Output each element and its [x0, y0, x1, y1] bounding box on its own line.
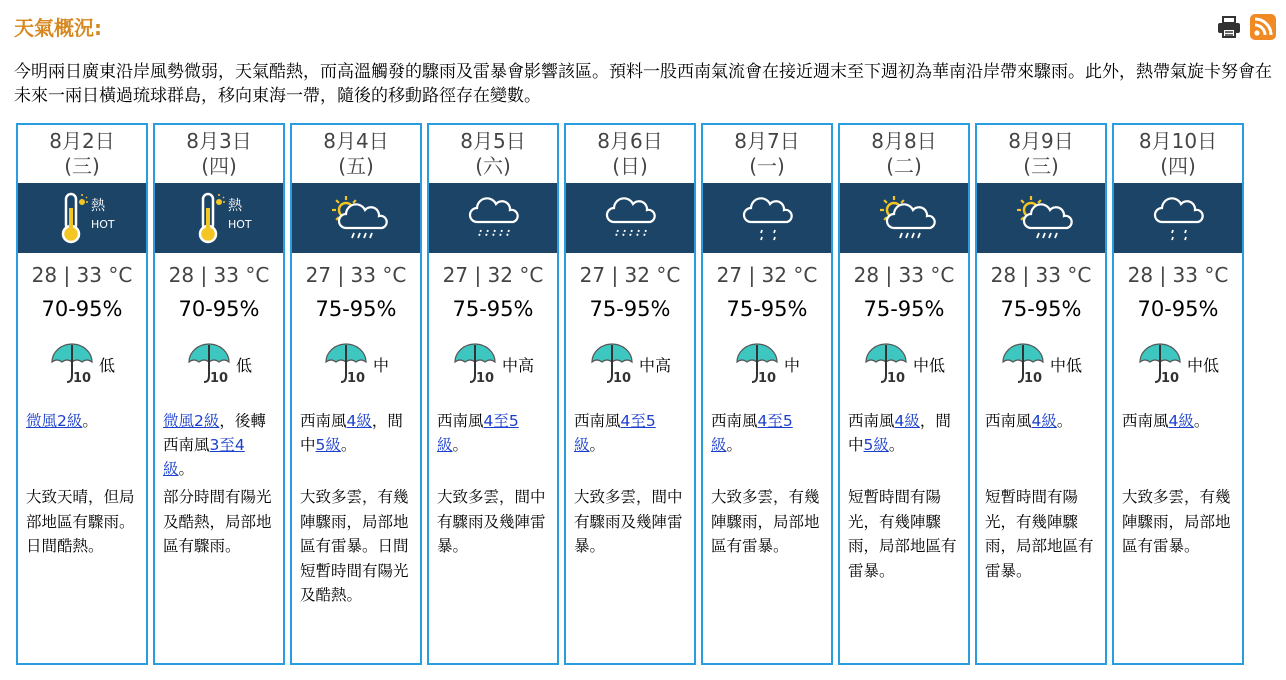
- wind-text: 。: [452, 436, 469, 454]
- forecast-date: 8月4日: [323, 129, 389, 153]
- weather-description: 短暫時間有陽光，有幾陣驟雨，局部地區有雷暴。: [985, 488, 1094, 580]
- weather-summary: 今明兩日廣東沿岸風勢微弱，天氣酷熱，而高溫觸發的驟雨及雷暴會影響該區。預料一股西南氣流會在接近週末至下週初為華南沿岸帶來驟雨。此外，熱帶氣旋卡努會在未來一兩日橫過琉球群島，移向東海一帶，隨後的移動路徑存在變數。: [14, 62, 1272, 106]
- wind-link[interactable]: 5級: [863, 436, 889, 454]
- day-card: [701, 123, 833, 665]
- wind-text: ，間中: [848, 412, 951, 454]
- weather-icon-bar: [1114, 183, 1242, 253]
- weather-description: 大致多雲，有幾陣驟雨，局部地區有雷暴。日間短暫時間有陽光及酷熱。: [300, 488, 409, 604]
- rain-probability: [18, 342, 146, 386]
- weather-description: 大致多雲，間中有驟雨及幾陣雷暴。: [437, 488, 546, 555]
- psr-label: 中低: [912, 355, 945, 375]
- wind-forecast: [848, 409, 960, 457]
- forecast-weekday: (日): [612, 154, 648, 178]
- wind-forecast: [163, 409, 275, 481]
- forecast-weekday: (三): [1023, 154, 1059, 178]
- weather-icon-bar: [429, 183, 557, 253]
- weather-icon-bar: [292, 183, 420, 253]
- wind-link[interactable]: 4至5級: [711, 412, 793, 454]
- forecast-date: 8月3日: [186, 129, 252, 153]
- temperature-range: 27 | 32 °C: [579, 263, 681, 287]
- forecast-date: 8月9日: [1008, 129, 1074, 153]
- wind-link[interactable]: 微風2級: [163, 412, 220, 430]
- heavy-rain-cloud-icon: [457, 188, 529, 248]
- rain-probability: [1114, 342, 1242, 386]
- day-card: [838, 123, 970, 665]
- psr-label: 中: [372, 355, 389, 375]
- svg-text:10: 10: [612, 371, 632, 386]
- heavy-rain-cloud-icon: [594, 188, 666, 248]
- weather-icon-bar: [155, 183, 283, 253]
- wind-forecast: [711, 409, 823, 457]
- wind-text: 。: [1193, 412, 1210, 430]
- humidity-range: 75-95%: [589, 297, 671, 321]
- page-title: 天氣概況:: [14, 16, 102, 40]
- svg-text:10: 10: [757, 371, 777, 386]
- temperature-range: 27 | 33 °C: [305, 263, 407, 287]
- wind-text: 西南風: [300, 412, 347, 430]
- rain-probability: [840, 342, 968, 386]
- wind-link[interactable]: 4級: [346, 412, 372, 430]
- sun-cloud-rain-icon: [868, 188, 940, 248]
- sun-cloud-rain-icon: [320, 188, 392, 248]
- humidity-range: 75-95%: [1000, 297, 1082, 321]
- light-rain-cloud-icon: [1142, 188, 1214, 248]
- svg-text:10: 10: [1023, 371, 1043, 386]
- psr-label: 低: [235, 355, 252, 375]
- forecast-weekday: (五): [338, 154, 374, 178]
- wind-text: ，間中: [300, 412, 403, 454]
- svg-text:10: 10: [1160, 371, 1180, 386]
- weather-icon-bar: [840, 183, 968, 253]
- weather-description: 大致天晴，但局部地區有驟雨。日間酷熱。: [26, 488, 135, 555]
- wind-text: 西南風: [574, 412, 621, 430]
- wind-forecast: [300, 409, 412, 457]
- wind-text: 。: [888, 436, 905, 454]
- psr-label: 中低: [1186, 355, 1219, 375]
- svg-text:HOT: HOT: [91, 218, 115, 231]
- wind-text: 西南風: [1122, 412, 1169, 430]
- umbrella-psr-icon: [49, 342, 95, 386]
- humidity-range: 75-95%: [726, 297, 808, 321]
- rain-probability: [292, 342, 420, 386]
- svg-text:10: 10: [346, 371, 366, 386]
- rain-probability: [155, 342, 283, 386]
- forecast-date: 8月10日: [1138, 129, 1218, 153]
- wind-forecast: [1122, 409, 1234, 433]
- svg-text:熱: 熱: [91, 198, 105, 214]
- wind-forecast: [26, 409, 138, 433]
- forecast-date: 8月8日: [871, 129, 937, 153]
- rain-probability: [429, 342, 557, 386]
- day-card: [975, 123, 1107, 665]
- wind-text: 西南風: [985, 412, 1032, 430]
- wind-forecast: [985, 409, 1097, 433]
- wind-forecast: [574, 409, 686, 457]
- sun-cloud-rain-icon: [1005, 188, 1077, 248]
- hot-icon: [183, 188, 255, 248]
- psr-label: 中高: [638, 355, 671, 375]
- forecast-weekday: (一): [749, 154, 785, 178]
- hot-icon: [46, 188, 118, 248]
- psr-label: 中: [783, 355, 800, 375]
- nine-day-forecast: [16, 123, 1244, 665]
- forecast-weekday: (二): [886, 154, 922, 178]
- weather-description: 大致多雲，有幾陣驟雨，局部地區有雷暴。: [711, 488, 820, 555]
- svg-text:10: 10: [209, 371, 229, 386]
- forecast-date: 8月7日: [734, 129, 800, 153]
- umbrella-psr-icon: [452, 342, 498, 386]
- psr-label: 中高: [501, 355, 534, 375]
- svg-text:HOT: HOT: [228, 218, 252, 231]
- humidity-range: 75-95%: [863, 297, 945, 321]
- temperature-range: 28 | 33 °C: [168, 263, 270, 287]
- rain-probability: [977, 342, 1105, 386]
- forecast-date: 8月2日: [49, 129, 115, 153]
- psr-label: 低: [98, 355, 115, 375]
- umbrella-psr-icon: [1137, 342, 1183, 386]
- wind-text: 。: [178, 460, 195, 478]
- wind-text: 。: [340, 436, 357, 454]
- wind-text: 。: [589, 436, 606, 454]
- day-card: [427, 123, 559, 665]
- umbrella-psr-icon: [186, 342, 232, 386]
- print-icon[interactable]: [1216, 14, 1242, 40]
- day-card: [564, 123, 696, 665]
- svg-text:熱: 熱: [228, 198, 242, 214]
- weather-description: 大致多雲，間中有驟雨及幾陣雷暴。: [574, 488, 683, 555]
- rain-probability: [703, 342, 831, 386]
- svg-text:10: 10: [72, 371, 92, 386]
- umbrella-psr-icon: [323, 342, 369, 386]
- day-card: [290, 123, 422, 665]
- day-card: [153, 123, 285, 665]
- forecast-weekday: (三): [64, 154, 100, 178]
- wind-text: 西南風: [711, 412, 758, 430]
- svg-text:10: 10: [475, 371, 495, 386]
- weather-description: 大致多雲，有幾陣驟雨，局部地區有雷暴。: [1122, 488, 1231, 555]
- forecast-weekday: (四): [201, 154, 237, 178]
- weather-icon-bar: [566, 183, 694, 253]
- temperature-range: 27 | 32 °C: [716, 263, 818, 287]
- forecast-date: 8月5日: [460, 129, 526, 153]
- umbrella-psr-icon: [734, 342, 780, 386]
- weather-description: 部分時間有陽光及酷熱，局部地區有驟雨。: [163, 488, 272, 555]
- umbrella-psr-icon: [589, 342, 635, 386]
- light-rain-cloud-icon: [731, 188, 803, 248]
- wind-text: 西南風: [437, 412, 484, 430]
- psr-label: 中低: [1049, 355, 1082, 375]
- wind-text: ，後轉西南風: [163, 412, 266, 454]
- day-card: [16, 123, 148, 665]
- wind-link[interactable]: 微風2級: [26, 412, 83, 430]
- weather-icon-bar: [703, 183, 831, 253]
- forecast-date: 8月6日: [597, 129, 663, 153]
- wind-link[interactable]: 5級: [315, 436, 341, 454]
- temperature-range: 28 | 33 °C: [990, 263, 1092, 287]
- temperature-range: 28 | 33 °C: [31, 263, 133, 287]
- wind-text: 。: [82, 412, 98, 430]
- humidity-range: 70-95%: [178, 297, 260, 321]
- humidity-range: 75-95%: [315, 297, 397, 321]
- humidity-range: 75-95%: [452, 297, 534, 321]
- forecast-weekday: (四): [1160, 154, 1196, 178]
- weather-description: 短暫時間有陽光，有幾陣驟雨，局部地區有雷暴。: [848, 488, 957, 580]
- wind-link[interactable]: 4至5級: [574, 412, 656, 454]
- temperature-range: 28 | 33 °C: [853, 263, 955, 287]
- wind-text: 西南風: [848, 412, 895, 430]
- rain-probability: [566, 342, 694, 386]
- temperature-range: 28 | 33 °C: [1127, 263, 1229, 287]
- umbrella-psr-icon: [1000, 342, 1046, 386]
- wind-link[interactable]: 3至4級: [163, 436, 245, 478]
- humidity-range: 70-95%: [1137, 297, 1219, 321]
- forecast-weekday: (六): [475, 154, 511, 178]
- toolbar: [1216, 14, 1276, 40]
- wind-link[interactable]: 4至5級: [437, 412, 519, 454]
- wind-link[interactable]: 4級: [1031, 412, 1057, 430]
- wind-link[interactable]: 4級: [1168, 412, 1194, 430]
- day-card: [1112, 123, 1244, 665]
- svg-text:10: 10: [886, 371, 906, 386]
- weather-icon-bar: [18, 183, 146, 253]
- humidity-range: 70-95%: [41, 297, 123, 321]
- wind-link[interactable]: 4級: [894, 412, 920, 430]
- wind-text: 。: [1056, 412, 1073, 430]
- umbrella-psr-icon: [863, 342, 909, 386]
- temperature-range: 27 | 32 °C: [442, 263, 544, 287]
- wind-text: 。: [726, 436, 743, 454]
- rss-icon[interactable]: [1250, 14, 1276, 40]
- weather-icon-bar: [977, 183, 1105, 253]
- wind-forecast: [437, 409, 549, 457]
